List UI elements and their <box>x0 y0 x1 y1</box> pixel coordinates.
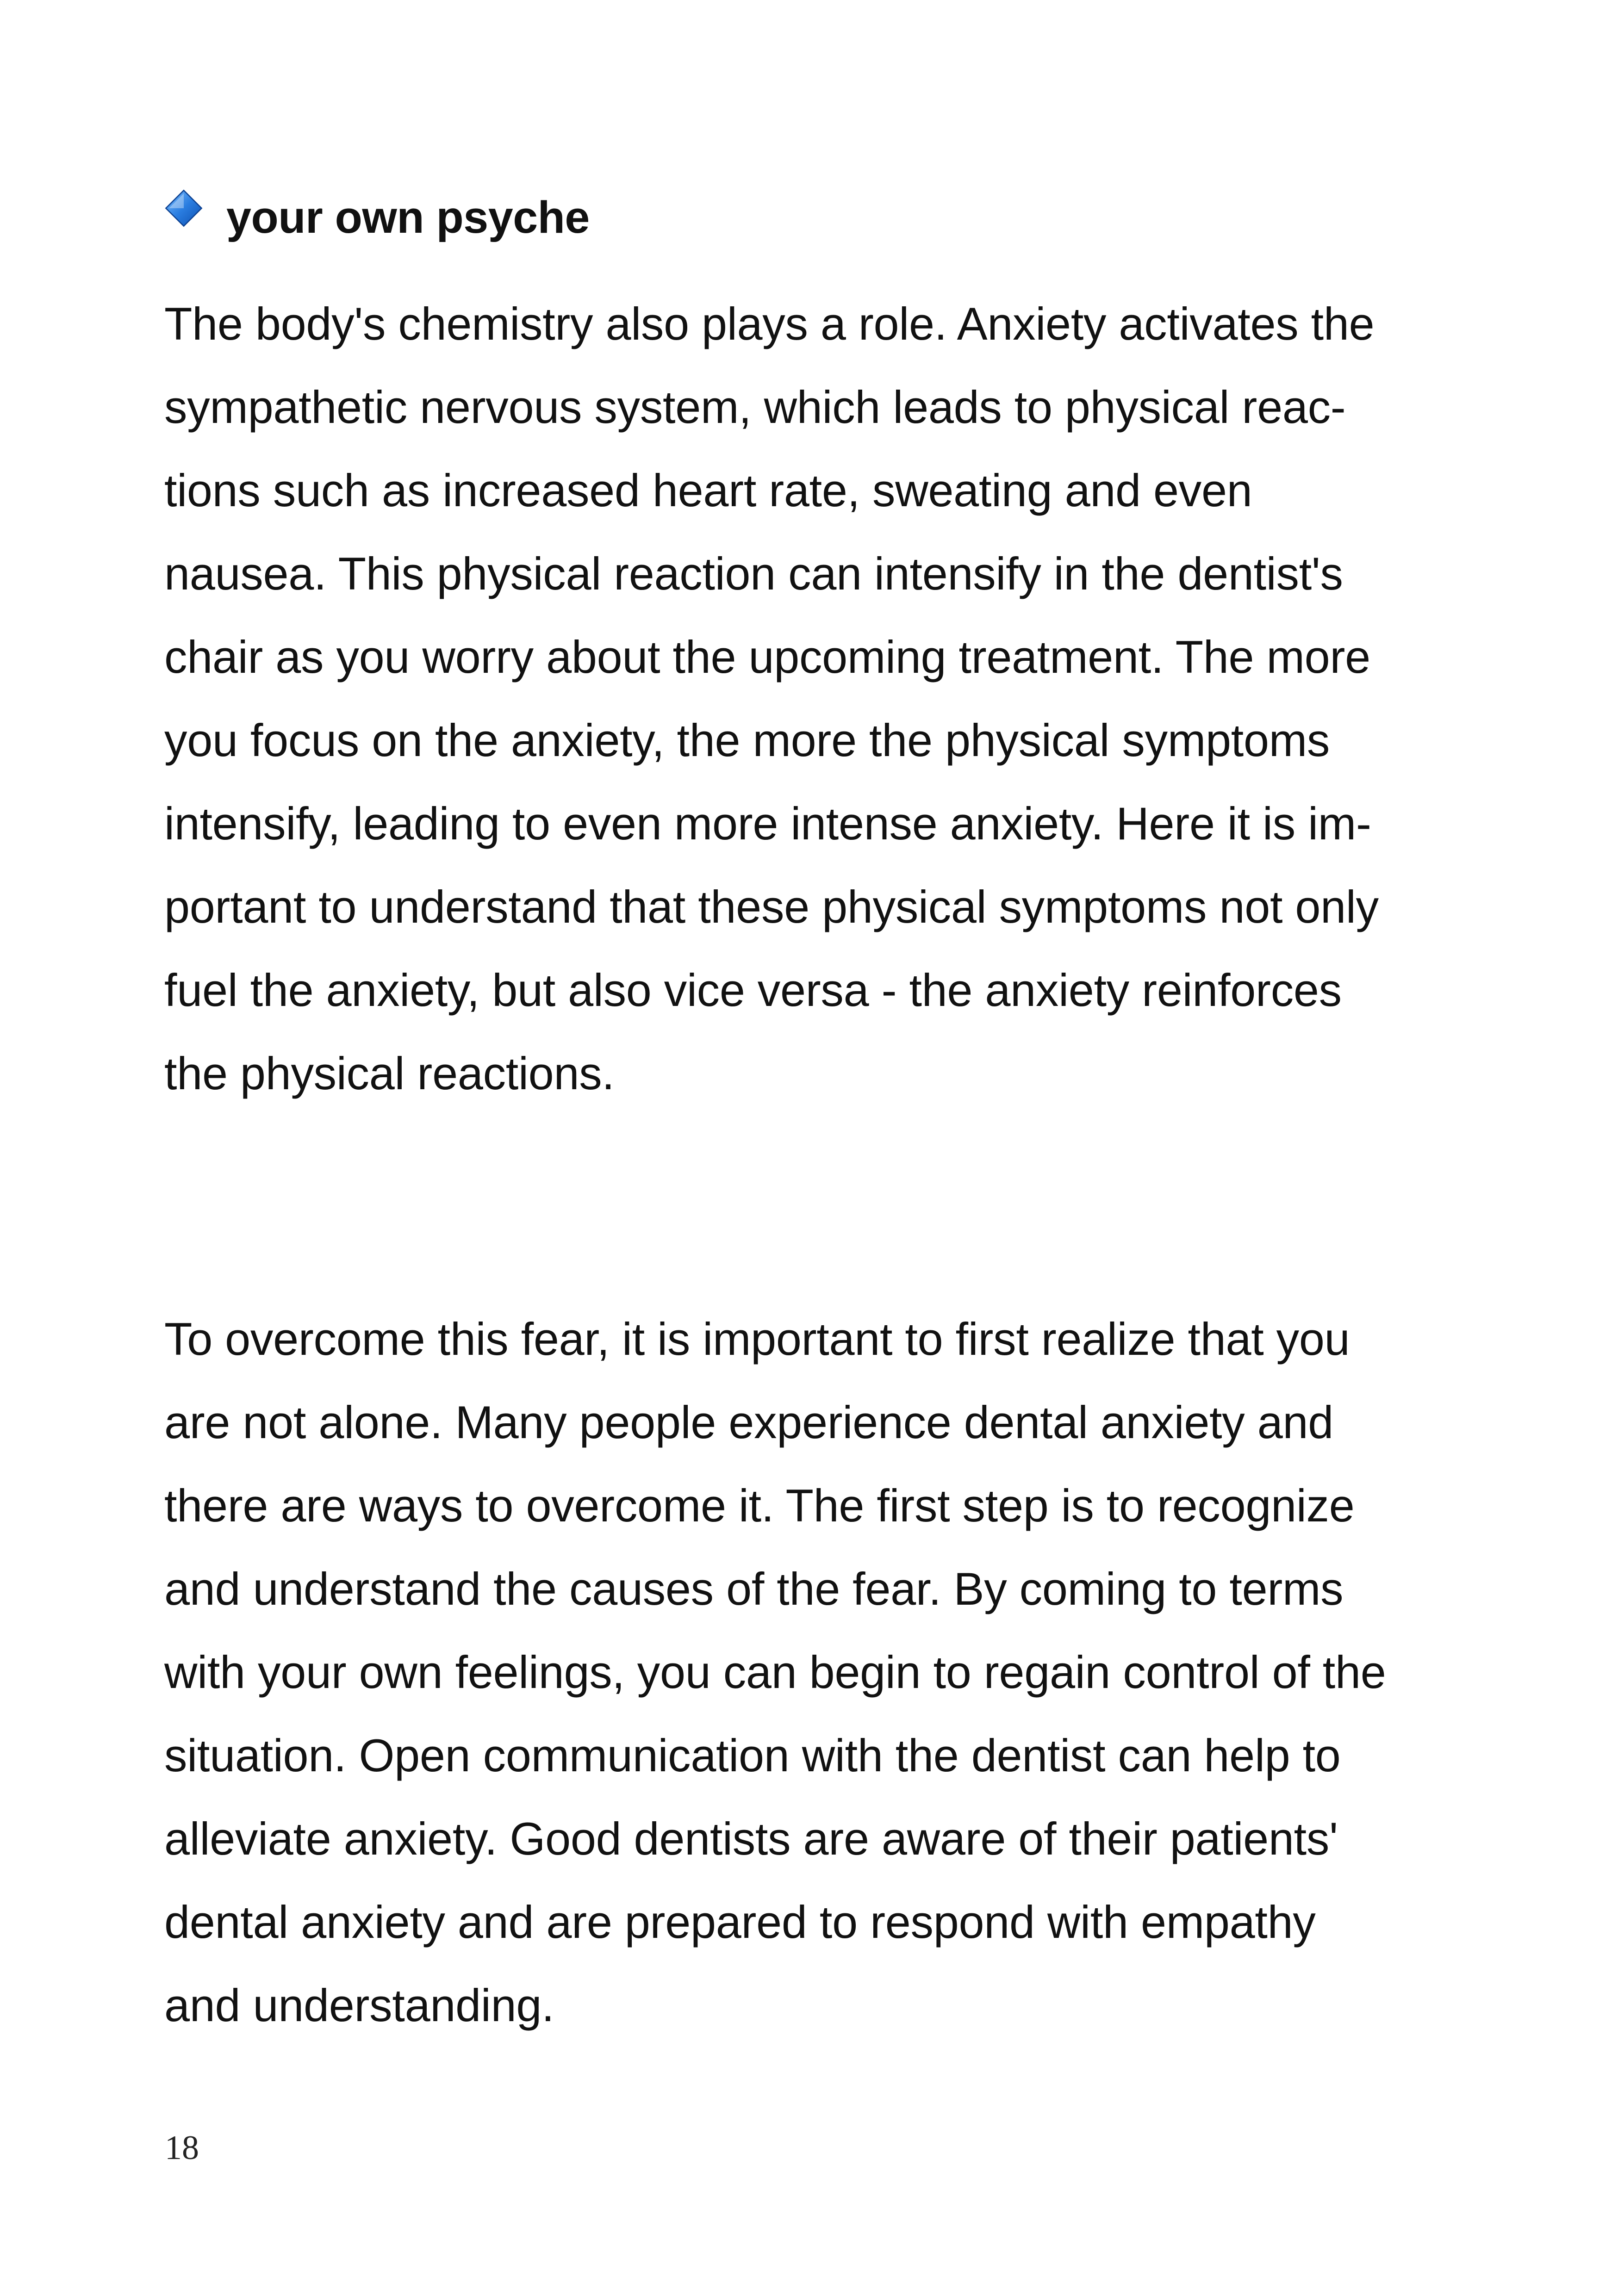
paragraph-line: The body's chemistry also plays a role. Anxiety activates the <box>164 298 1375 349</box>
paragraph-line: fuel the anxiety, but also vice versa - the anxiety reinforces <box>164 964 1342 1016</box>
section-heading <box>164 183 590 252</box>
paragraph-line: intensify, leading to even more intense anxiety. Here it is im- <box>164 798 1371 849</box>
blue-diamond-icon <box>164 189 203 228</box>
paragraph-line: portant to understand that these physical symptoms not only <box>164 881 1379 932</box>
paragraph-line: sympathetic nervous system, which leads to physical reac- <box>164 381 1346 433</box>
paragraph-line: nausea. This physical reaction can intensify in the dentist's <box>164 548 1343 599</box>
page-number: 18 <box>165 2129 199 2167</box>
section-heading-text: your own psyche <box>226 192 590 242</box>
paragraph-line: you focus on the anxiety, the more the physical symptoms <box>164 714 1330 766</box>
paragraph-line: are not alone. Many people experience dental anxiety and <box>164 1396 1333 1448</box>
paragraph-line: with your own feelings, you can begin to regain control of the <box>164 1646 1386 1698</box>
paragraph-1 <box>164 282 1460 1115</box>
paragraph-line: the physical reactions. <box>164 1048 615 1099</box>
paragraph-line: situation. Open communication with the dentist can help to <box>164 1730 1341 1781</box>
paragraph-line: alleviate anxiety. Good dentists are aware of their patients' <box>164 1813 1338 1864</box>
paragraph-line: there are ways to overcome it. The first step is to recognize <box>164 1480 1355 1531</box>
paragraph-line: dental anxiety and are prepared to respond with empathy <box>164 1896 1316 1948</box>
paragraph-2 <box>164 1297 1460 2047</box>
paragraph-line: To overcome this fear, it is important to first realize that you <box>164 1313 1350 1365</box>
paragraph-line: and understanding. <box>164 1980 554 2031</box>
paragraph-line: tions such as increased heart rate, sweating and even <box>164 465 1252 516</box>
paragraph-line: and understand the causes of the fear. By coming to terms <box>164 1563 1344 1614</box>
paragraph-line: chair as you worry about the upcoming treatment. The more <box>164 631 1370 683</box>
